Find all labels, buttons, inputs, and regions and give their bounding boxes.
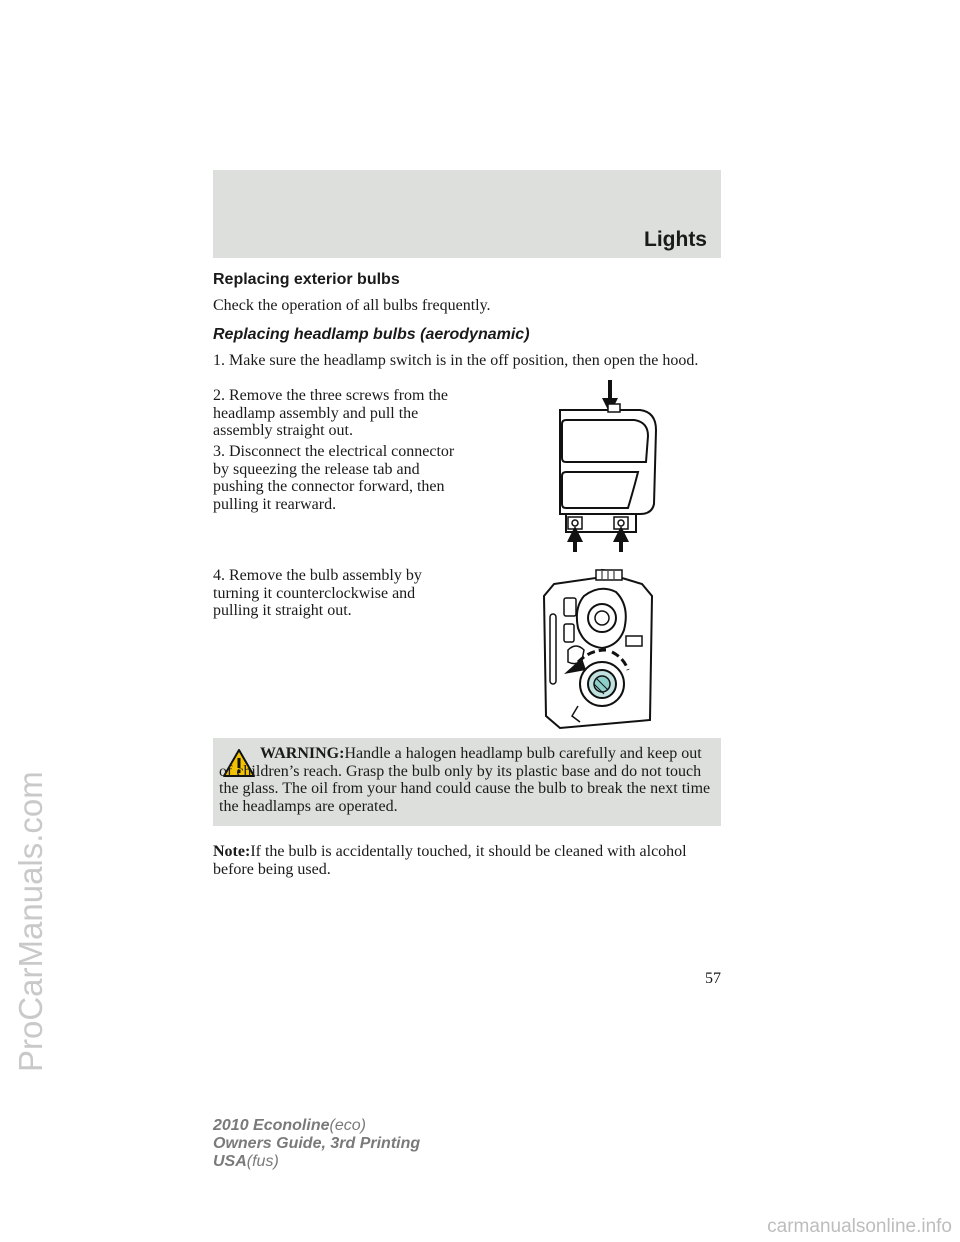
note-body: If the bulb is accidentally touched, it should be cleaned with alcohol before being used.	[213, 843, 687, 878]
headlamp-assembly-figure	[548, 380, 668, 552]
note-paragraph	[213, 843, 721, 878]
warning-label: WARNING:	[260, 745, 345, 762]
heading-replacing-bulbs: Replacing exterior bulbs	[213, 271, 400, 288]
footer	[213, 1117, 420, 1171]
footer-model-code: (eco)	[329, 1117, 366, 1134]
side-watermark-text: ProCarManuals.com	[12, 771, 49, 1072]
section-header	[213, 170, 721, 258]
side-watermark	[8, 520, 52, 1080]
step-3: 3. Disconnect the electrical connector by squeezing the release tab and pushing the connector forward, then pulling it rearward.	[213, 443, 455, 513]
warning-text	[219, 745, 715, 815]
footer-line-2: Owners Guide, 3rd Printing	[213, 1135, 421, 1152]
step-4: 4. Remove the bulb assembly by turning it counterclockwise and pulling it straight out.	[213, 567, 422, 620]
bulb-removal-figure	[538, 566, 662, 730]
intro-text: Check the operation of all bulbs frequently.	[213, 297, 491, 314]
subheading-headlamp: Replacing headlamp bulbs (aerodynamic)	[213, 325, 530, 343]
step-1: 1. Make sure the headlamp switch is in the off position, then open the hood.	[213, 351, 699, 369]
footer-line-3	[213, 1153, 420, 1171]
warning-box	[213, 738, 721, 826]
page-number: 57	[705, 970, 721, 987]
bottom-watermark: carmanualsonline.info	[767, 1216, 952, 1237]
main-content	[213, 264, 721, 369]
section-title: Lights	[644, 228, 707, 251]
footer-market-code: (fus)	[246, 1153, 279, 1170]
footer-market: USA	[213, 1153, 247, 1170]
warning-body: Handle a halogen headlamp bulb carefully and keep out of children’s reach. Grasp the bulb only by its plastic base and do not touch the glass. The oil from your hand could cause the bulb to break the next time the headlamps are operated.	[219, 745, 711, 815]
note-label: Note:	[213, 843, 251, 860]
footer-model: 2010 Econoline	[213, 1117, 330, 1134]
step-2: 2. Remove the three screws from the headlamp assembly and pull the assembly straight out.	[213, 387, 449, 440]
footer-line-1	[213, 1117, 420, 1135]
